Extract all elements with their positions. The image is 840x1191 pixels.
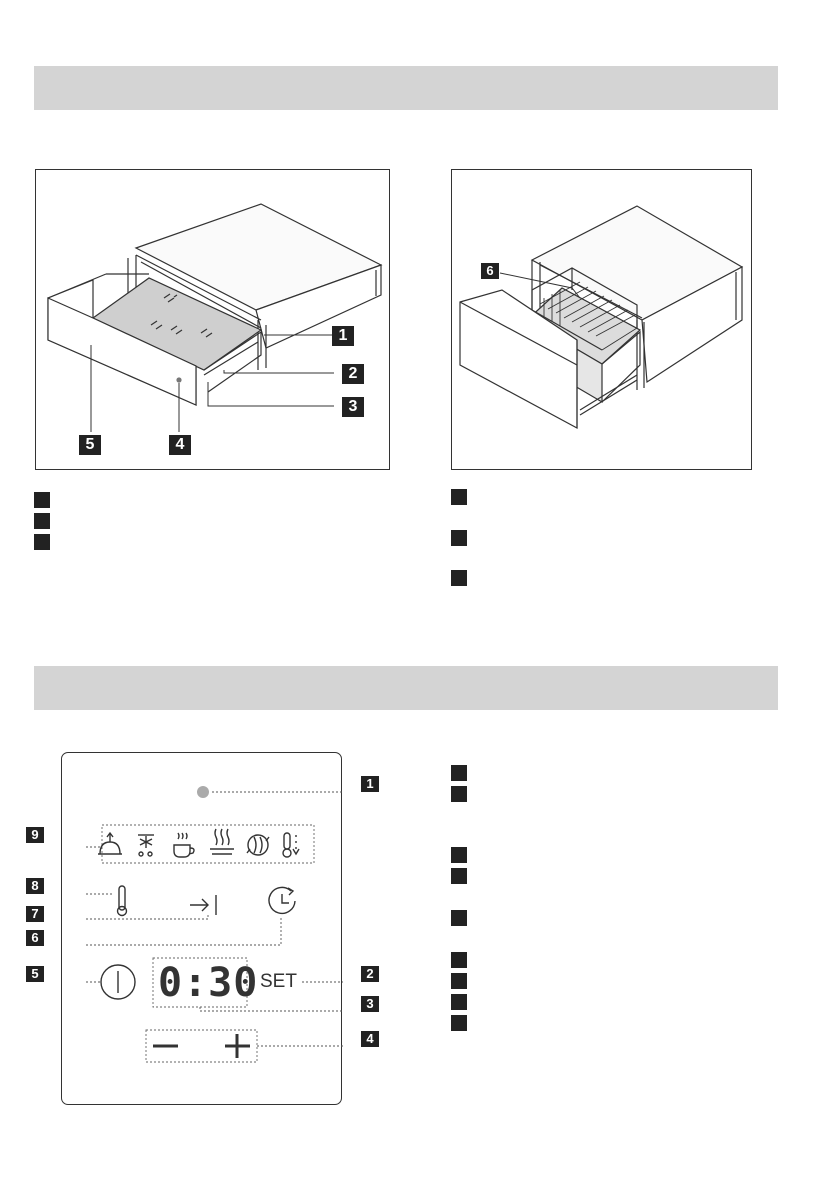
panel-callout-4: 4 [361, 1031, 379, 1047]
legend-key [451, 994, 467, 1010]
section-header-band [34, 66, 778, 110]
legend-key [34, 513, 50, 529]
panel-callout-7: 7 [26, 906, 44, 922]
defrost-icon [138, 835, 154, 856]
callout-1: 1 [332, 326, 354, 346]
timer-clock-icon [269, 887, 295, 913]
panel-callout-9: 9 [26, 827, 44, 843]
panel-callout-5: 5 [26, 966, 44, 982]
thermometer-down-icon [283, 833, 299, 857]
legend-key [451, 910, 467, 926]
control-panel-illustration [62, 753, 343, 1106]
thermometer-icon [118, 886, 127, 916]
drawer-rack-figure [451, 169, 752, 470]
legend-key [451, 847, 467, 863]
panel-callout-8: 8 [26, 878, 44, 894]
panel-callout-6: 6 [26, 930, 44, 946]
section-header-band [34, 666, 778, 710]
time-display: 0:30 [158, 960, 259, 1006]
panel-callout-3: 3 [361, 996, 379, 1012]
control-panel [61, 752, 342, 1105]
legend-key [451, 786, 467, 802]
indicator-light [197, 786, 209, 798]
callout-3: 3 [342, 397, 364, 417]
power-icon [101, 965, 135, 999]
drawer-figure [35, 169, 390, 470]
legend-key [34, 534, 50, 550]
legend-key [451, 570, 467, 586]
steam-plate-icon [210, 829, 234, 854]
panel-callout-2: 2 [361, 966, 379, 982]
set-label: SET [260, 971, 297, 992]
cup-icon [174, 833, 194, 857]
legend-key [451, 868, 467, 884]
plus-icon [225, 1034, 250, 1058]
legend-key [451, 973, 467, 989]
legend-key [451, 1015, 467, 1031]
callout-5: 5 [79, 435, 101, 455]
arrow-to-line-icon [190, 895, 216, 915]
legend-key [451, 489, 467, 505]
callout-6: 6 [481, 263, 499, 279]
legend-key [34, 492, 50, 508]
circulation-icon [247, 835, 269, 855]
legend-key [451, 530, 467, 546]
callout-2: 2 [342, 364, 364, 384]
legend-key [451, 952, 467, 968]
legend-key [451, 765, 467, 781]
callout-4: 4 [169, 435, 191, 455]
drawer-rack-illustration [452, 170, 753, 471]
panel-callout-1: 1 [361, 776, 379, 792]
drawer-illustration [36, 170, 391, 471]
